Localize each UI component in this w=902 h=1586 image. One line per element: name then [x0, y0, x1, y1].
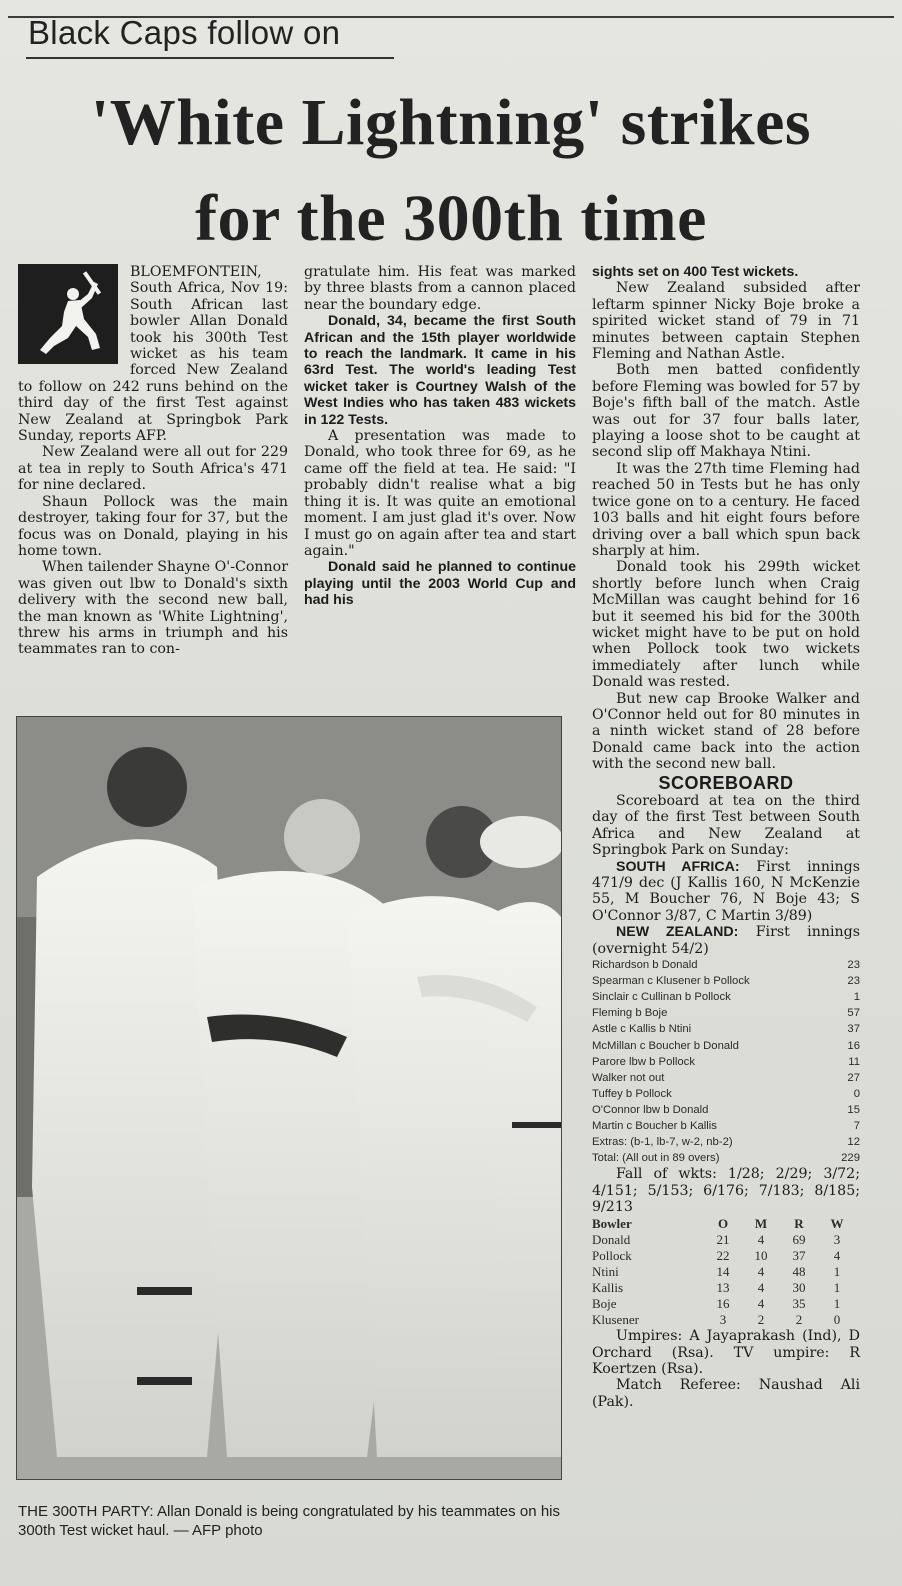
bowling-row: Ntini 14 4 48 1	[592, 1263, 841, 1279]
paragraph-4: When tailender Shayne O'-Connor was given out lbw to Donald's sixth delivery with the second new ball, the man known as 'White Lightning', threw his arms in triumph and his teammates ran to con-	[18, 559, 288, 658]
team-celebration-photo	[16, 716, 562, 1480]
kicker-underline	[26, 57, 394, 59]
bowling-row: Boje 16 4 35 1	[592, 1295, 841, 1311]
batting-row: Fleming b Boje 57	[592, 1007, 860, 1020]
sa-innings: First innings 471/9 dec (J Kallis 160, N McKenzie 55, M Boucher 76, N Boje 43; S O'Connor 3/87, C Martin 3/89)	[592, 858, 860, 924]
headline-line-2: for the 300th time	[195, 182, 707, 255]
bowling-row: Donald 21 4 69 3	[592, 1231, 841, 1247]
fall-of-wickets: Fall of wkts: 1/28; 2/29; 3/72; 4/151; 5/153; 6/176; 7/183; 8/185; 9/213	[592, 1166, 860, 1216]
bowling-header: Bowler O M R W	[592, 1215, 844, 1231]
batting-row: Richardson b Donald 23	[592, 959, 860, 972]
paragraph-2: New Zealand were all out for 229 at tea in reply to South Africa's 471 for nine declared.	[18, 444, 288, 494]
scoreboard-intro: Scoreboard at tea on the third day of the first Test between South Africa and New Zealand at Springbok Park on Sunday:	[592, 793, 860, 859]
sa-label: SOUTH AFRICA:	[616, 858, 740, 875]
bowling-row: Pollock 22 10 37 4	[592, 1247, 841, 1263]
batting-row: Walker not out 27	[592, 1071, 860, 1084]
batting-row: McMillan c Boucher b Donald 16	[592, 1039, 860, 1052]
paragraph-14: But new cap Brooke Walker and O'Connor held out for 80 minutes in a ninth wicket stand of 28 before Donald came back into the action with the second new ball.	[592, 690, 860, 773]
batting-row: Astle c Kallis b Ntini 37	[592, 1023, 860, 1036]
article-column-1	[18, 264, 288, 658]
extras-row: Extras: (b-1, lb-7, w-2, nb-2) 12	[592, 1136, 860, 1149]
paragraph-11: Both men batted confidently before Fleming was bowled for 57 by Boje's fifth ball of the match. Astle was out for 37 four balls later, playing a loose shot to be caught at second slip off Makhaya Ntini.	[592, 362, 860, 461]
article-column-3	[592, 264, 860, 1410]
paragraph-3: Shaun Pollock was the main destroyer, taking four for 37, but the focus was on Donald, playing in his home town.	[18, 493, 288, 559]
batting-row: O'Connor lbw b Donald 15	[592, 1103, 860, 1116]
caption-text: Allan Donald is being congratulated by his teammates on his 300th Test wicket haul.	[18, 1503, 560, 1539]
paragraph-8-bold: Donald said he planned to continue playing until the 2003 World Cup and had his	[304, 559, 576, 609]
photo-caption	[18, 1502, 560, 1540]
nz-innings: First innings (overnight 54/2)	[592, 924, 861, 957]
kicker: Black Caps follow on	[28, 14, 341, 51]
article-column-2	[304, 264, 576, 609]
nz-label: NEW ZEALAND:	[616, 924, 739, 941]
paragraph-6-bold: Donald, 34, became the first South African and the 15th player worldwide to reach the landmark. It came in his 63rd Test. The world's leading Test wicket taker is Courtney Walsh of the West Indies who has taken 483 wickets in 122 Tests.	[304, 313, 576, 428]
caption-label: THE 300TH PARTY:	[18, 1503, 154, 1520]
headline-line-1: 'White Lightning' strikes	[90, 86, 812, 159]
photo-credit: — AFP photo	[173, 1522, 263, 1539]
batting-row: Sinclair c Cullinan b Pollock 1	[592, 991, 860, 1004]
paragraph-10: New Zealand subsided after leftarm spinner Nicky Boje broke a spirited wicket stand of 79 in 71 minutes between captain Stephen Fleming and Nathan Astle.	[592, 280, 860, 363]
total-row: Total: (All out in 89 overs) 229	[592, 1152, 860, 1165]
scoreboard-title: SCOREBOARD	[658, 772, 794, 793]
umpires: Umpires: A Jayaprakash (Ind), D Orchard (Rsa). TV umpire: R Koertzen (Rsa).	[592, 1328, 860, 1377]
bowling-row: Klusener 3 2 2 0	[592, 1312, 841, 1328]
paragraph-12: It was the 27th time Fleming had reached 50 in Tests but he has only twice gone on to a century. He faced 103 balls and hit eight fours before driving over a ball which spun back sharply at him.	[592, 460, 860, 559]
paragraph-9-bold: sights set on 400 Test wickets.	[592, 264, 799, 280]
batting-row: Martin c Boucher b Kallis 7	[592, 1120, 860, 1132]
paragraph-13: Donald took his 299th wicket shortly before lunch when Craig McMillan was caught behind for 16 but it seemed his bid for the 300th wicket might have to be put on hold when Pollock took two wickets immediately after lunch while Donald was rested.	[592, 559, 860, 691]
batting-card	[592, 957, 860, 1166]
batting-row: Spearman c Klusener b Pollock 23	[592, 975, 860, 988]
dateline: BLOEMFONTEIN, South Africa, Nov 19:	[130, 264, 288, 297]
batting-row: Tuffey b Pollock 0	[592, 1087, 860, 1100]
batsman-silhouette-icon	[18, 264, 118, 364]
paragraph-7: A presentation was made to Donald, who took three for 69, as he came off the field at tea. He said: "I probably didn't realise what a big thing it is. It was quite an emotional moment. I am just glad it's over. Now I must go on again after tea and start again."	[304, 428, 576, 559]
paragraph-1: South African last bowler Allan Donald took his 300th Test wicket as his team forced New Zealand to follow on 242 runs behind on the third day of the first Test against New Zealand at Springbok Park Sunday, reports AFP.	[18, 296, 288, 445]
batting-row: Parore lbw b Pollock 11	[592, 1055, 860, 1068]
paragraph-5: gratulate him. His feat was marked by three blasts from a cannon placed near the boundary edge.	[304, 264, 576, 313]
match-referee: Match Referee: Naushad Ali (Pak).	[592, 1377, 860, 1410]
bowling-card	[592, 1216, 860, 1329]
bowling-row: Kallis 13 4 30 1	[592, 1279, 841, 1295]
